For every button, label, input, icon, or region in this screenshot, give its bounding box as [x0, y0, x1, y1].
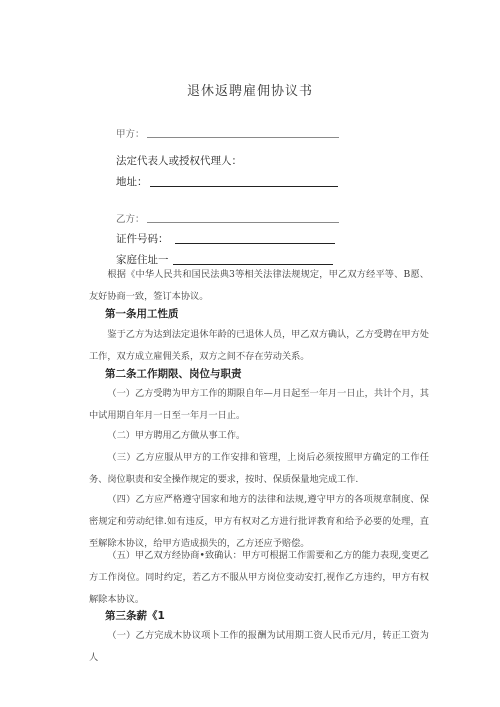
- party-b-label: 乙方：: [116, 214, 145, 225]
- party-b-blank: [147, 222, 339, 223]
- id-number-label: 证件号码：: [116, 233, 169, 245]
- address-field: [116, 174, 338, 189]
- id-number-field: [116, 231, 335, 246]
- article3-heading: 第三条薪《1: [105, 610, 165, 622]
- article2-heading: 第二条工作期限、岗位与职责: [105, 368, 242, 380]
- party-a-blank: [147, 137, 339, 138]
- intro-paragraph: 根据《中华人民共和国民法典3等相关法律法规规定，甲乙双方经平等、B愿、友好协商一致，签订本协议。: [89, 269, 429, 302]
- party-a-label: 甲方：: [116, 129, 145, 140]
- article1-paragraph-1: 鉴于乙方为达到法定退休年龄的已退休人员，甲乙双方确认，乙方受聘在甲方处工作，双方成立雇佣关系，双方之间不存在劳动关系。: [89, 329, 429, 362]
- party-a-field: [116, 126, 339, 140]
- article1-heading: 第一条用工性质: [105, 308, 179, 320]
- article3-paragraph-1: （一）乙方完成木协议项卜工作的报酬为试用期工资人民币元/月，转正工资为人: [89, 630, 429, 663]
- article2-paragraph-5: （五）甲乙双方经协商•致确认：甲方可根据工作需要和乙方的能力表现,变更乙方工作岗位。同时约定，若乙方不服从甲方岗位变动安打,视作乙方违约，甲方有权解除本协议。: [89, 550, 429, 605]
- address-label: 地址：: [116, 176, 148, 188]
- party-b-field: [116, 211, 339, 225]
- legal-rep-label: 法定代表人或授权代理人：: [116, 155, 242, 167]
- address-blank: [150, 186, 338, 187]
- legal-rep-field: [116, 153, 242, 168]
- article2-paragraph-1: （一）乙方受聘为甲方工作的期限自年—月日起至一年月一日止，共计个月，其中试用期自年月一日至一年月一日止。: [89, 388, 429, 421]
- article2-paragraph-3: （三）乙方应服从甲方的工作安排和管理，上岗后必须按照甲方确定的工作任务、岗位职责和安全操作规定的要求，按时、保质保量地完成工作.: [89, 452, 429, 485]
- article2-paragraph-2: （二）甲方聘用乙方做从事工作。: [107, 430, 246, 441]
- id-number-blank: [175, 243, 335, 244]
- document-title: 退休返聘雇佣协议书: [186, 84, 313, 99]
- home-address-label: 家庭住址一: [116, 254, 169, 266]
- article2-paragraph-4: （四）乙方应严格遵守国家和地方的法律和法规,遵守甲方的各项规章制度、保密规定和劳动纪律.如有违反，甲方有权对乙方进行批评教育和给予必要的处理，直至解除木协议，给甲方造成损失的，乙方还应予赔偿。: [89, 494, 429, 549]
